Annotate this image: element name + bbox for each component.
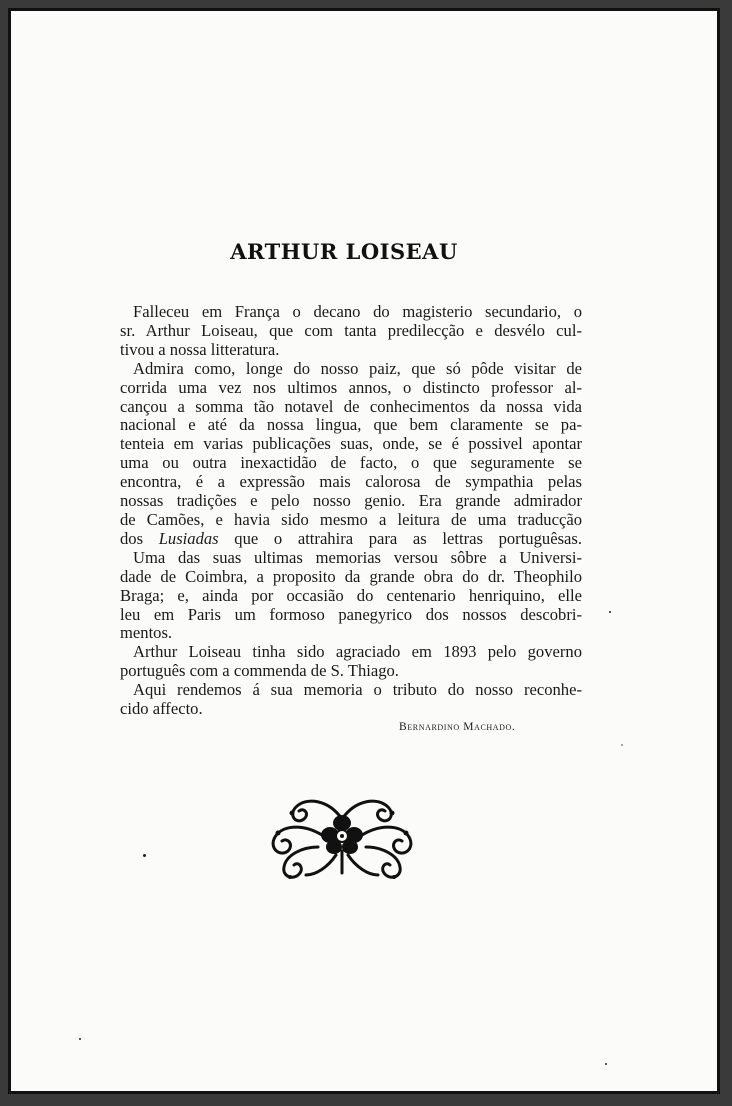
text-line: sr. Arthur Loiseau, que com tanta predilecção e desvélo cul- [120, 320, 582, 340]
paper-speck [621, 744, 623, 746]
text-line: mentos. [120, 623, 173, 643]
text-line [120, 530, 582, 549]
text-line: cido affecto. [120, 699, 203, 719]
floral-ornament-icon [266, 789, 418, 881]
text-line: tenteia em varias publicações suas, onde, se é possivel apontar [120, 434, 582, 454]
page-title: ARTHUR LOISEAU [230, 239, 458, 264]
text-fragment: dos [120, 528, 159, 548]
paper-speck [609, 611, 611, 613]
paper-speck [605, 1063, 607, 1065]
text-line: leu em Paris um formoso panegyrico dos nossos descobri- [120, 604, 582, 624]
text-line: tivou a nossa litteratura. [120, 339, 280, 359]
text-fragment: que o attrahira para as lettras portuguêsas. [234, 528, 582, 548]
paragraph [120, 303, 582, 360]
text-line: Braga; e, ainda por occasião do centenario henriquino, elle [120, 585, 582, 605]
paper-speck [79, 1038, 81, 1040]
text-line: dade de Coimbra, a proposito da grande obra do dr. Theophilo [120, 566, 582, 586]
text-line: cançou a somma tão notavel de conhecimentos da nossa vida [120, 396, 582, 416]
paper-speck [143, 854, 146, 857]
text-line: português com a commenda de S. Thiago. [120, 661, 399, 681]
article-body [120, 303, 582, 719]
document-page [8, 8, 720, 1094]
text-line: Arthur Loiseau tinha sido agraciado em 1893 pelo governo [133, 642, 582, 662]
italic-title: Lusiadas [158, 528, 219, 548]
text-line: de Camões, e havia sido mesmo a leitura de uma traducção [120, 509, 582, 529]
paragraph [120, 360, 582, 549]
text-line: Falleceu em França o decano do magisterio secundario, o [133, 302, 582, 321]
paragraph [120, 643, 582, 681]
text-line: Uma das suas ultimas memorias versou sôbre a Universi- [133, 547, 582, 567]
text-line: nossas tradições e pelo nosso genio. Era grande admirador [120, 491, 582, 511]
text-line: encontra, é a expressão mais calorosa de sympathia pelas [120, 472, 582, 492]
paragraph [120, 681, 582, 719]
text-line: Aqui rendemos á sua memoria o tributo do nosso reconhe- [133, 680, 582, 700]
text-line: uma ou outra inexactidão de facto, o que seguramente se [120, 453, 582, 473]
text-line: corrida uma vez nos ultimos annos, o distincto professor al- [120, 377, 582, 397]
text-line: nacional e até da nossa lingua, que bem claramente se pa- [120, 415, 582, 435]
text-line: Admira como, longe do nosso paiz, que só pôde visitar de [133, 358, 582, 378]
paragraph [120, 549, 582, 644]
author-signature: Bernardino Machado. [399, 721, 516, 733]
